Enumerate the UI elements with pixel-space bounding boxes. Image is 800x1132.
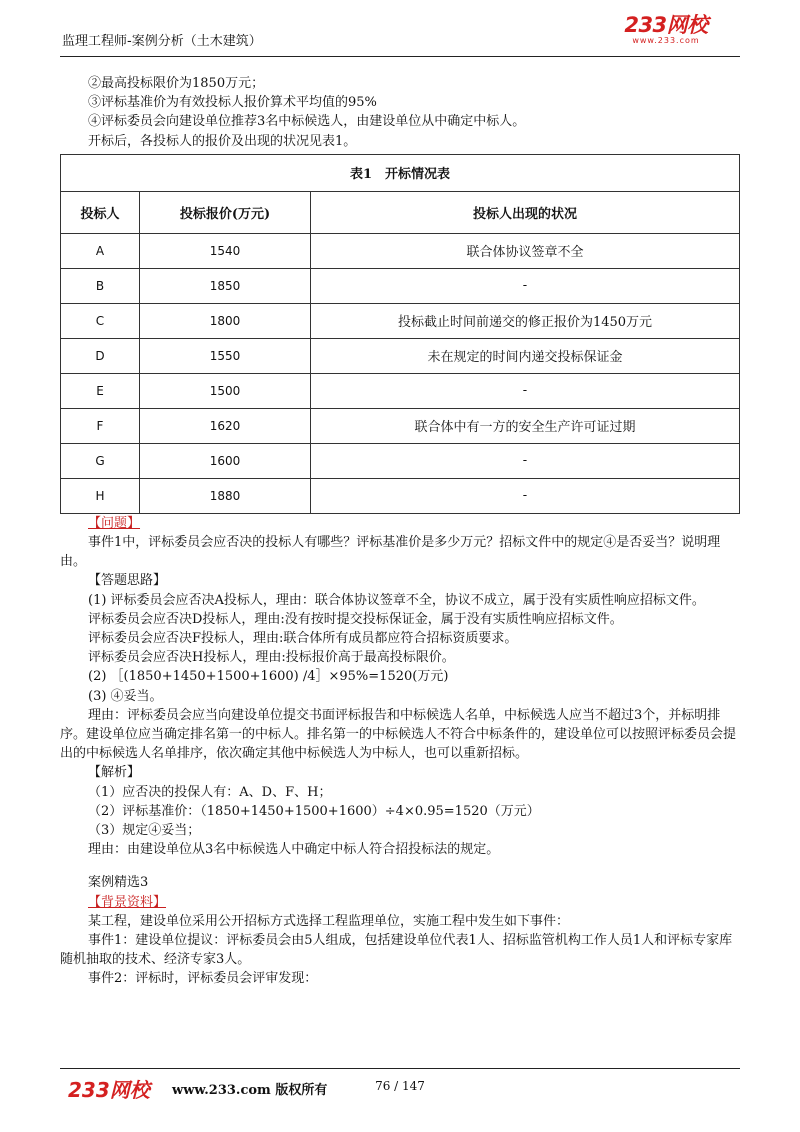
bidder-cell: F: [61, 408, 140, 443]
analysis-line: （2）评标基准价：（1850+1450+1500+1600）÷4×0.95=1520（万元）: [88, 803, 540, 819]
background-line: 某工程，建设单位采用公开招标方式选择工程监理单位，实施工程中发生如下事件：: [88, 913, 570, 929]
approach-line: 评标委员会应否决H投标人，理由:投标报价高于最高投标限价。: [88, 650, 455, 666]
question-label: [60, 514, 740, 533]
approach-line: 理由：评标委员会应当向建设单位提交书面评标报告和中标候选人名单，中标候选人应当不超过3个，并标明排序。建设单位应当确定排名第一的中标人。排名第一的中标候选人不符合中标条件的，建设单位可以按照评标委员会提出的中标候选人名单排序，依次确定其他中标候选人为中标人，也可以重新招标。: [60, 707, 737, 762]
price-cell: 1800: [140, 303, 311, 338]
bid-opening-table: [60, 154, 740, 514]
analysis-line: （1）应否决的投保人有：A、D、F、H；: [88, 784, 332, 800]
approach-line: (1) 评标委员会应否决A投标人，理由：联合体协议签章不全，协议不成立，属于没有实质性响应招标文件。: [88, 592, 705, 608]
bidder-cell: C: [61, 303, 140, 338]
approach-line: 评标委员会应否决D投标人，理由:没有按时提交投标保证金，属于没有实质性响应招标文件。: [88, 611, 623, 627]
logo-url: www.233.com: [632, 36, 700, 45]
price-cell: 1880: [140, 478, 311, 513]
table-row: [61, 303, 740, 338]
approach-label: 【答题思路】: [88, 573, 167, 589]
table-header: 投标人出现的状况: [311, 191, 740, 233]
table-row: [61, 373, 740, 408]
page-content: [60, 74, 740, 989]
background-label: [60, 893, 740, 912]
intro-line: ②最高投标限价为1850万元；: [88, 76, 265, 91]
page-footer: [60, 1068, 740, 1109]
document-title: 监理工程师-案例分析（土木建筑）: [62, 34, 262, 49]
status-cell: 未在规定的时间内递交投标保证金: [311, 338, 740, 373]
analysis-label: 【解析】: [88, 765, 141, 781]
bidder-cell: D: [61, 338, 140, 373]
approach-line: 评标委员会应否决F投标人，理由:联合体所有成员都应符合招标资质要求。: [88, 631, 518, 647]
question-text: 事件1中，评标委员会应否决的投标人有哪些？评标基准价是多少万元？招标文件中的规定④是否妥当？说明理由。: [60, 535, 721, 570]
table-header: 投标人: [61, 191, 140, 233]
analysis-line: （3）规定④妥当；: [88, 823, 201, 839]
price-cell: 1620: [140, 408, 311, 443]
table-row: [61, 268, 740, 303]
price-cell: 1850: [140, 268, 311, 303]
table-row: [61, 408, 740, 443]
table-caption: 表1 开标情况表: [61, 154, 740, 191]
status-cell: -: [311, 268, 740, 303]
table-row: [61, 338, 740, 373]
background-label-text: 【背景资料】: [88, 894, 167, 910]
table-header: 投标报价(万元): [140, 191, 311, 233]
case-title: 案例精选3: [88, 875, 149, 891]
bidder-cell: G: [61, 443, 140, 478]
question-label-text: 【问题】: [88, 515, 141, 531]
price-cell: 1500: [140, 373, 311, 408]
status-cell: 联合体协议签章不全: [311, 233, 740, 268]
bidder-cell: H: [61, 478, 140, 513]
intro-line: ③评标基准价为有效投标人报价算术平均值的95%: [88, 95, 377, 111]
price-cell: 1600: [140, 443, 311, 478]
bidder-cell: E: [61, 373, 140, 408]
background-line: 事件2：评标时，评标委员会评审发现：: [88, 971, 318, 987]
logo-text: 233网校: [624, 13, 708, 37]
footer-logo[interactable]: 233网校: [68, 1078, 150, 1102]
approach-line: (2) ［(1850+1450+1500+1600) /4］×95%=1520(万元): [88, 669, 449, 685]
status-cell: -: [311, 478, 740, 513]
status-cell: 投标截止时间前递交的修正报价为1450万元: [311, 303, 740, 338]
price-cell: 1550: [140, 338, 311, 373]
footer-site-link[interactable]: www.233.com 版权所有: [172, 1083, 328, 1098]
status-cell: 联合体中有一方的安全生产许可证过期: [311, 408, 740, 443]
analysis-line: 理由：由建设单位从3名中标候选人中确定中标人符合招投标法的规定。: [88, 842, 500, 858]
page-header: [60, 0, 740, 57]
bidder-cell: A: [61, 233, 140, 268]
intro-line: ④评标委员会向建设单位推荐3名中标候选人，由建设单位从中确定中标人。: [88, 114, 526, 130]
page-number: 76 / 147: [375, 1079, 425, 1093]
price-cell: 1540: [140, 233, 311, 268]
brand-logo[interactable]: [596, 14, 736, 45]
status-cell: -: [311, 443, 740, 478]
bidder-cell: B: [61, 268, 140, 303]
status-cell: -: [311, 373, 740, 408]
approach-line: (3) ④妥当。: [88, 688, 163, 704]
table-row: [61, 233, 740, 268]
table-row: [61, 443, 740, 478]
table-row: [61, 478, 740, 513]
intro-line: 开标后，各投标人的报价及出现的状况见表1。: [88, 133, 357, 149]
background-line: 事件1：建设单位提议：评标委员会由5人组成，包括建设单位代表1人、招标监管机构工作人员1人和评标专家库随机抽取的技术、经济专家3人。: [60, 933, 733, 968]
